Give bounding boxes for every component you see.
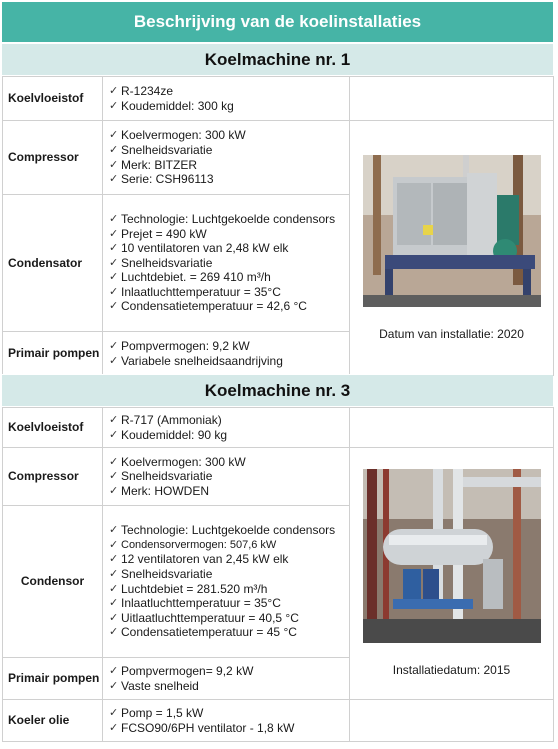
list-item: ✓ Condensatietemperatuur = 42,6 °C bbox=[109, 299, 307, 314]
list-item: ✓ Luchtdebiet = 281.520 m³/h bbox=[109, 581, 268, 596]
list-item: ✓ Technologie: Luchtgekoelde condensors bbox=[109, 523, 336, 538]
check-icon: ✓ bbox=[109, 455, 119, 468]
section-header-machine-3 bbox=[2, 374, 553, 406]
list-item: ✓ Koudemiddel: 300 kg bbox=[109, 98, 234, 113]
check-icon: ✓ bbox=[109, 256, 119, 269]
row-label: Primair pompen bbox=[3, 332, 103, 376]
list-item: ✓ Serie: CSH96113 bbox=[109, 172, 214, 187]
list-item: ✓ Technologie: Luchtgekoelde condensors bbox=[109, 211, 336, 226]
check-icon: ✓ bbox=[109, 143, 119, 156]
table-row bbox=[3, 121, 554, 195]
row-label: Koelvloeistof bbox=[3, 77, 103, 121]
check-icon: ✓ bbox=[109, 354, 119, 367]
check-icon: ✓ bbox=[109, 567, 119, 580]
check-icon: ✓ bbox=[109, 611, 119, 624]
list-item: ✓ Merk: HOWDEN bbox=[109, 483, 209, 498]
check-icon: ✓ bbox=[109, 129, 119, 142]
table-row bbox=[3, 77, 554, 121]
check-icon: ✓ bbox=[109, 300, 119, 313]
check-icon: ✓ bbox=[109, 242, 119, 255]
check-icon: ✓ bbox=[109, 158, 119, 171]
section-title: Koelmachine nr. 1 bbox=[204, 49, 351, 69]
spec-table-machine-1 bbox=[2, 76, 554, 376]
check-icon: ✓ bbox=[109, 271, 119, 284]
row-label: Koelvloeistof bbox=[3, 408, 103, 448]
check-icon: ✓ bbox=[109, 470, 119, 483]
list-item: ✓ Koelvermogen: 300 kW bbox=[109, 454, 246, 469]
check-icon: ✓ bbox=[109, 227, 119, 240]
check-icon: ✓ bbox=[109, 173, 119, 186]
check-icon: ✓ bbox=[109, 706, 119, 719]
list-item: ✓ Luchtdebiet. = 269 410 m³/h bbox=[109, 270, 271, 285]
row-label: Koeler olie bbox=[3, 700, 103, 742]
check-icon: ✓ bbox=[109, 339, 119, 352]
row-items bbox=[103, 658, 350, 700]
chiller-3-photo bbox=[363, 469, 541, 643]
list-item: ✓ 12 ventilatoren van 2,45 kW elk bbox=[109, 552, 289, 567]
section-title: Koelmachine nr. 3 bbox=[204, 380, 351, 400]
check-icon: ✓ bbox=[109, 428, 119, 441]
empty-cell bbox=[350, 700, 554, 742]
chiller-1-photo bbox=[363, 155, 541, 307]
check-icon: ✓ bbox=[109, 524, 119, 537]
list-item: ✓ Inlaatluchttemperatuur = 35°C bbox=[109, 284, 281, 299]
empty-cell bbox=[350, 77, 554, 121]
list-item: ✓ 10 ventilatoren van 2,48 kW elk bbox=[109, 241, 289, 256]
table-row bbox=[3, 448, 554, 506]
row-label: Condensator bbox=[3, 195, 103, 332]
photo-cell-machine-3 bbox=[350, 448, 554, 700]
row-items bbox=[103, 506, 350, 658]
check-icon: ✓ bbox=[109, 597, 119, 610]
photo-cell-machine-1 bbox=[350, 121, 554, 376]
list-item: ✓ Snelheidsvariatie bbox=[109, 469, 213, 484]
list-item: ✓ Snelheidsvariatie bbox=[109, 255, 213, 270]
list-item: ✓ Uitlaatluchttemperatuur = 40,5 °C bbox=[109, 610, 299, 625]
check-icon: ✓ bbox=[109, 84, 119, 97]
page-title: Beschrijving van de koelinstallaties bbox=[2, 2, 553, 42]
row-items bbox=[103, 332, 350, 376]
list-item: ✓ Merk: BITZER bbox=[109, 157, 198, 172]
list-item: ✓ Pompvermogen: 9,2 kW bbox=[109, 338, 250, 353]
list-item: ✓ R-1234ze bbox=[109, 83, 174, 98]
row-label: Condensor bbox=[3, 506, 103, 658]
row-items bbox=[103, 195, 350, 332]
list-item: ✓ R-717 (Ammoniak) bbox=[109, 412, 222, 427]
installation-date: Datum van installatie: 2020 bbox=[379, 326, 524, 341]
row-label: Compressor bbox=[3, 121, 103, 195]
list-item: ✓ Prejet = 490 kW bbox=[109, 226, 207, 241]
empty-cell bbox=[350, 408, 554, 448]
check-icon: ✓ bbox=[109, 582, 119, 595]
list-item: ✓ FCSO90/6PH ventilator - 1,8 kW bbox=[109, 720, 295, 735]
list-item: ✓ Condensatietemperatuur = 45 °C bbox=[109, 625, 297, 640]
check-icon: ✓ bbox=[109, 99, 119, 112]
list-item: ✓ Pompvermogen= 9,2 kW bbox=[109, 663, 254, 678]
row-label: Primair pompen bbox=[3, 658, 103, 700]
installation-date: Installatiedatum: 2015 bbox=[392, 663, 511, 678]
check-icon: ✓ bbox=[109, 553, 119, 566]
table-row bbox=[3, 700, 554, 742]
list-item: ✓ Koelvermogen: 300 kW bbox=[109, 128, 246, 143]
list-item: ✓ Condensorvermogen: 507,6 kW bbox=[109, 538, 277, 551]
list-item: ✓ Variabele snelheidsaandrijving bbox=[109, 353, 283, 368]
list-item: ✓ Vaste snelheid bbox=[109, 678, 199, 693]
check-icon: ✓ bbox=[109, 484, 119, 497]
list-item: ✓ Pomp = 1,5 kW bbox=[109, 705, 204, 720]
check-icon: ✓ bbox=[109, 285, 119, 298]
check-icon: ✓ bbox=[109, 212, 119, 225]
list-item: ✓ Snelheidsvariatie bbox=[109, 142, 213, 157]
check-icon: ✓ bbox=[109, 679, 119, 692]
table-row bbox=[3, 408, 554, 448]
spec-table-machine-3 bbox=[2, 407, 554, 742]
list-item: ✓ Snelheidsvariatie bbox=[109, 566, 213, 581]
row-items bbox=[103, 408, 350, 448]
check-icon: ✓ bbox=[109, 664, 119, 677]
check-icon: ✓ bbox=[109, 626, 119, 639]
section-header-machine-1 bbox=[2, 43, 553, 75]
list-item: ✓ Koudemiddel: 90 kg bbox=[109, 427, 228, 442]
row-items bbox=[103, 121, 350, 195]
check-icon: ✓ bbox=[109, 538, 119, 551]
row-items bbox=[103, 77, 350, 121]
check-icon: ✓ bbox=[109, 413, 119, 426]
check-icon: ✓ bbox=[109, 721, 119, 734]
list-item: ✓ Inlaatluchttemperatuur = 35°C bbox=[109, 596, 281, 611]
row-label: Compressor bbox=[3, 448, 103, 506]
row-items bbox=[103, 448, 350, 506]
row-items bbox=[103, 700, 350, 742]
